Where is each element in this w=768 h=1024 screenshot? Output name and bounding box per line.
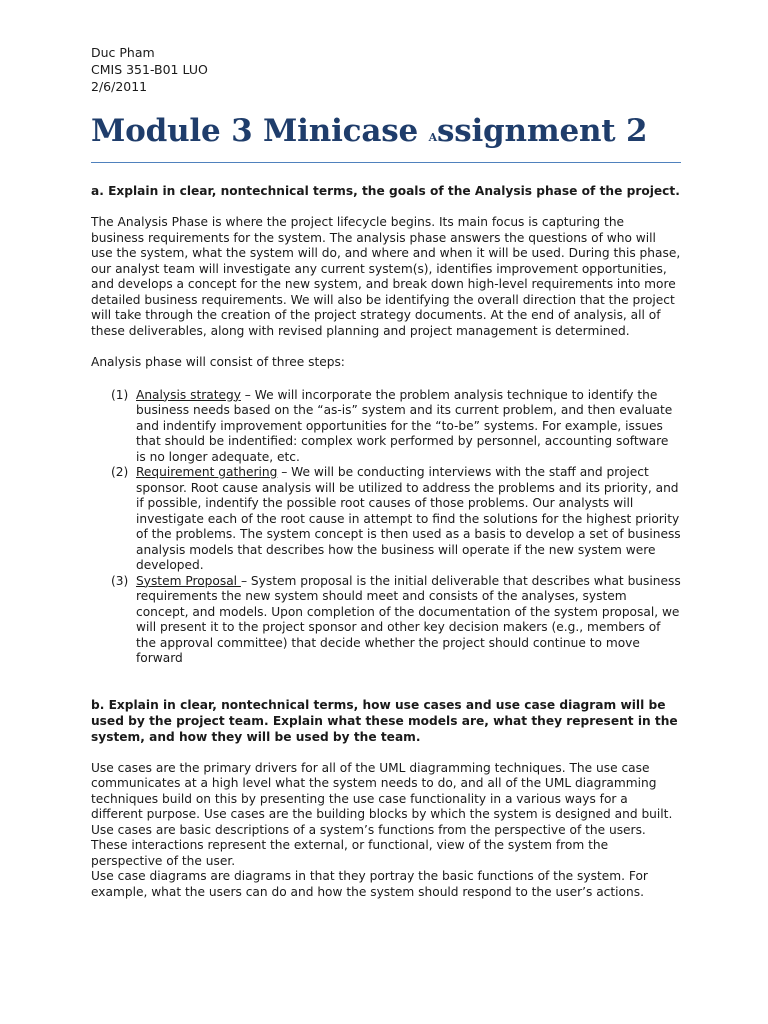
question-a: a. Explain in clear, nontechnical terms, the goals of the Analysis phase of the project.: [91, 184, 680, 198]
title-rule: [91, 162, 681, 163]
document-page: [91, 44, 681, 900]
steps-intro: Analysis phase will consist of three steps:: [91, 355, 345, 369]
use-cases-paragraph: Use cases are the primary drivers for all of the UML diagramming techniques. The use case communicates at a high level what the system needs to do, and all of the UML diagramming techniques build on this by presenting the use case functionality in a various ways for a different purpose. Use cases are the building blocks by which the system is designed and built. Use cases are basic descriptions of a system’s functions from the perspective of the users. These interactions represent the external, or functional, view of the system from the perspective of the user.: [91, 760, 673, 868]
step-term: Analysis strategy: [136, 387, 241, 402]
step-text: – We will be conducting interviews with the staff and project sponsor. Root cause analysis will be utilized to address the problems and its priority, and if possible, indentify the possible root causes of those problems. Our analysts will investigate each of the root cause in attempt to find the solutions for the highest priority of the problems. The system concept is then used as a basis to develop a set of business analysis models that describes how the business will operate if the new system were developed.: [136, 465, 681, 572]
list-item: [91, 574, 681, 667]
document-date: 2/6/2011: [91, 79, 148, 94]
analysis-phase-paragraph: The Analysis Phase is where the project lifecycle begins. Its main focus is capturing the business requirements for the system. The analysis phase answers the questions of who will use the system, what the system will do, and where and when it will be used. During this phase, our analyst team will investigate any current system(s), identifies improvement opportunities, and develops a concept for the new system, and break down high-level requirements into more detailed business requirements. We will also be identifying the overall direction that the project will take through the creation of the project strategy documents. At the end of analysis, all of these deliverables, along with revised planning and project management is determined.: [91, 215, 681, 338]
step-number: (2): [111, 465, 129, 479]
step-text: – System proposal is the initial deliverable that describes what business requirements the new system should meet and consists of the analyses, system concept, and models. Upon completion of the documentation of the system proposal, we will present it to the project sponsor and other key decision makers (e.g., members of the approval committee) that decide whether the project should continue to move forward: [136, 573, 681, 665]
step-term: Requirement gathering: [136, 465, 278, 479]
title-part-2: ssignment 2: [436, 113, 648, 149]
title-small-a: A: [428, 131, 437, 144]
use-case-diagrams-paragraph: Use case diagrams are diagrams in that they portray the basic functions of the system. For example, what the users can do and how the system should respond to the user’s actions.: [91, 869, 648, 899]
question-b: b. Explain in clear, nontechnical terms, how use cases and use case diagram will be used by the project team. Explain what these models are, what they represent in the system, and how they will be used by the team.: [91, 697, 678, 744]
title-part-1: Module 3 Minicase: [91, 113, 429, 149]
list-item: [91, 465, 681, 574]
course-code: CMIS 351-B01 LUO: [91, 62, 208, 77]
step-number: (1): [111, 387, 129, 402]
step-term: System Proposal: [136, 573, 241, 588]
analysis-steps-list: [91, 388, 681, 667]
step-number: (3): [111, 573, 129, 588]
step-text: – We will incorporate the problem analysis technique to identify the business needs based on the “as-is” system and its current problem, and then evaluate and indentify improvement opportunities for the “to-be” systems. For example, issues that should be indentified: complex work performed by personnel, accounting software is no longer adequate, etc.: [136, 387, 673, 464]
list-item: [91, 388, 681, 466]
page-title: [91, 113, 681, 156]
author-name: Duc Pham: [91, 45, 155, 60]
